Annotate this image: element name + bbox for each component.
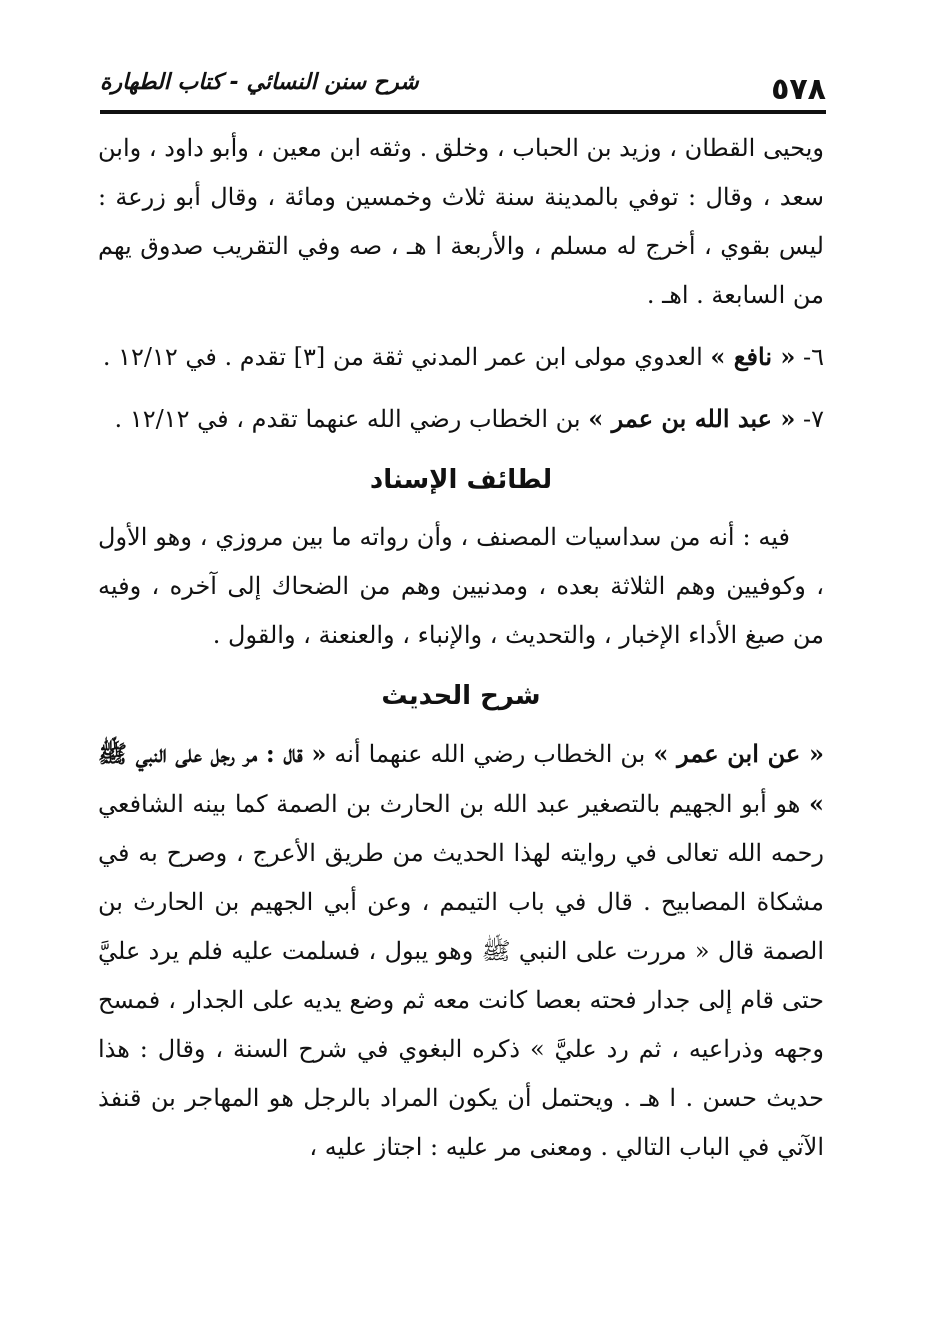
paragraph-isnad-notes: فيه : أنه من سداسيات المصنف ، وأن رواته ما بين مروزي ، وهو الأول ، وكوفيين وهم الثلاثة بعده ، ومدنيين وهم من الضحاك إلى آخره ، وفيه من صيغ الأداء الإخبار ، والتحديث ، والإنباء ، والعنعنة ، والقول .	[98, 523, 824, 649]
narrator-name: « نافع »	[710, 342, 796, 371]
paragraph-narrator-7	[98, 394, 824, 444]
commentary-text: بن الخطاب رضي الله عنهما أنه	[326, 740, 654, 768]
narrator-details: بن الخطاب رضي الله عنهما تقدم ، في ١٢/١٢ .	[114, 405, 589, 433]
quoted-text: « قال : مر رجل على النبي ﷺ »	[98, 739, 825, 818]
running-title: شرح سنن النسائي - كتاب الطهارة	[100, 70, 419, 95]
quoted-text: « عن ابن عمر »	[653, 739, 824, 768]
header-rule	[100, 110, 826, 114]
narrator-name: « عبد الله بن عمر »	[588, 404, 796, 433]
page-number: ٥٧٨	[771, 72, 826, 107]
page-body	[98, 124, 824, 1178]
paragraph-narrator-info: ويحيى القطان ، وزيد بن الحباب ، وخلق . وثقه ابن معين ، وأبو داود ، وابن سعد ، وقال : توفي بالمدينة سنة ثلاث وخمسين ومائة ، وقال أبو زرعة : ليس بقوي ، أخرج له مسلم ، والأربعة ا هـ ، صه وفي التقريب صدوق يهم من السابعة . اهـ .	[98, 134, 824, 309]
item-number: ٦-	[795, 343, 824, 371]
section-heading-isnad: لطائف الإسناد	[369, 465, 553, 495]
paragraph-hadith-commentary	[98, 729, 824, 1172]
section-heading-hadith-commentary: شرح الحديث	[381, 681, 541, 711]
commentary-text: هو أبو الجهيم بالتصغير عبد الله بن الحارث بن الصمة كما بينه الشافعي رحمه الله تعالى في روايته لهذا الحديث من طريق الأعرج ، وصرح به في مشكاة المصابيح . قال في باب التيمم ، وعن أبي الجهيم بن الحارث بن الصمة قال « مررت على النبي ﷺ وهو يبول ، فسلمت عليه فلم يرد عليَّ حتى قام إلى جدار فحته بعصا كانت معه ثم وضع يديه على الجدار ، فمسح وجهه وذراعيه ، ثم رد عليَّ » ذكره البغوي في شرح السنة ، وقال : هذا حديث حسن . ا هـ . ويحتمل أن يكون المراد بالرجل هو المهاجر بن قنفذ الآتي في الباب التالي . ومعنى مر عليه : اجتاز عليه ،	[98, 790, 824, 1161]
narrator-details: العدوي مولى ابن عمر المدني ثقة من [٣] تقدم . في ١٢/١٢ .	[102, 343, 711, 371]
page-header	[100, 70, 826, 114]
item-number: ٧-	[795, 405, 824, 433]
paragraph-narrator-6	[98, 332, 824, 382]
